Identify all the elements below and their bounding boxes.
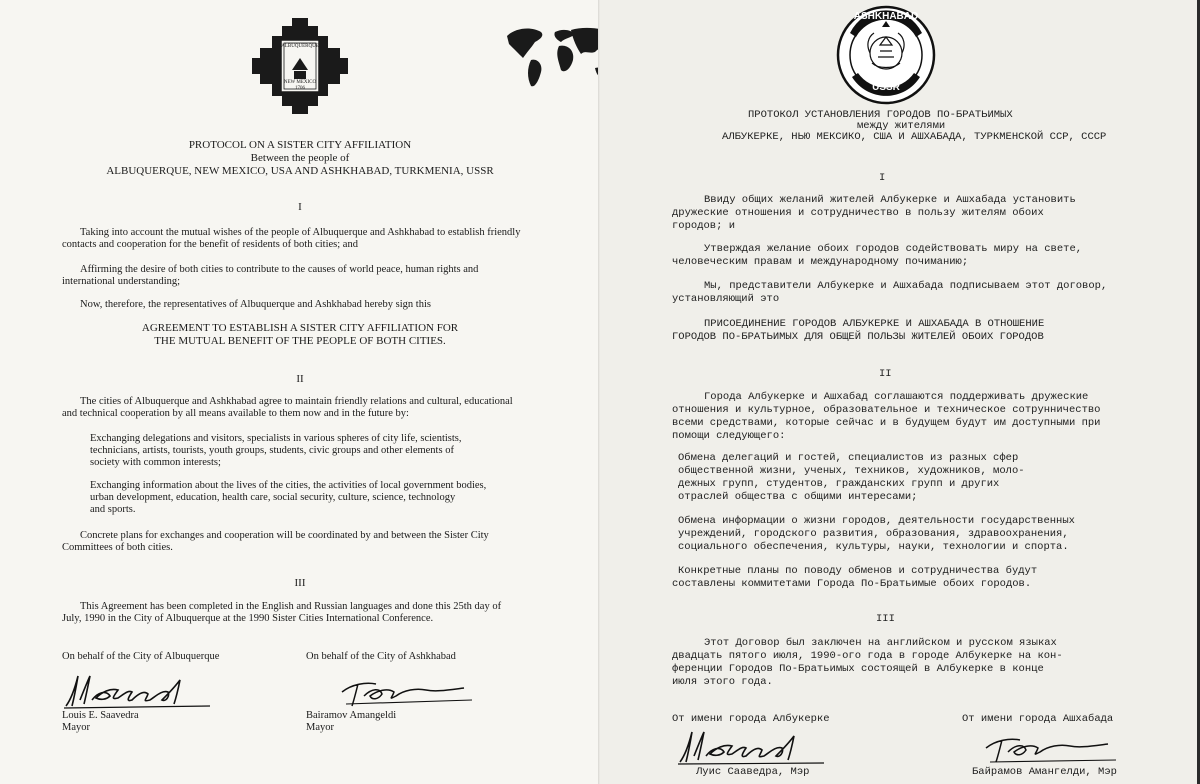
english-para6-line1: This Agreement has been completed in the English and Russian languages and done this 25th day of: [80, 601, 502, 612]
russian-para3-line1: Мы, представители Албукерке и Ашхабада подписываем этот договор,: [704, 280, 1108, 292]
russian-para4-line1: Города Албукерке и Ашхабад соглашаются поддерживать дружеские: [704, 391, 1089, 403]
russian-section-iii: III: [876, 613, 895, 625]
russian-para1-line3: городов; и: [672, 220, 736, 232]
english-para4-line1: The cities of Albuquerque and Ashkhabad agree to maintain friendly relations and cultural, educational: [80, 396, 513, 407]
english-agreement-line1: AGREEMENT TO ESTABLISH A SISTER CITY AFFILIATION FOR: [141, 322, 459, 334]
ashkhabad-seal-top-text: ASHKHABAD: [853, 11, 919, 22]
russian-bullet2-line3: социального обеспечения, культуры, науки, технологии и спорта.: [678, 541, 1069, 553]
russian-para1-line1: Ввиду общих желаний жителей Албукерке и Ашхабада установить: [704, 194, 1076, 206]
english-parties: ALBUQUERQUE, NEW MEXICO, USA AND ASHKHABAD, TURKMENIA, USSR: [106, 165, 494, 177]
english-section-ii: II: [296, 373, 304, 385]
english-signatory1-role: Mayor: [62, 722, 90, 733]
russian-para5-line1: Конкретные планы по поводу обменов и сотрудничества будут: [678, 565, 1038, 577]
english-agreement-line2: THE MUTUAL BENEFIT OF THE PEOPLE OF BOTH CITIES.: [154, 335, 446, 347]
russian-signatory2: Байрамов Амангелди, Мэр: [972, 766, 1117, 778]
english-bullet1-line3: society with common interests;: [90, 457, 221, 468]
russian-section-i: I: [879, 172, 886, 184]
russian-behalf-ashkhabad: От имени города Ашхабада: [962, 713, 1114, 725]
amangeldi-signature-ru: [980, 732, 1120, 766]
english-bullet2-line2: urban development, education, health care, social security, culture, science, technology: [90, 492, 456, 503]
english-para1-line1: Taking into account the mutual wishes of the people of Albuquerque and Ashkhabad to establish friendly: [80, 227, 521, 238]
english-subtitle: Between the people of: [250, 152, 350, 164]
seal-text-bottom: NEW MEXICO: [283, 80, 317, 85]
russian-para5-line2: составлены коммитетами Города По-Братьимые обоих городов.: [672, 578, 1032, 590]
english-section-iii: III: [294, 577, 306, 589]
russian-signatory1: Луис Сааведра, Мэр: [696, 766, 810, 778]
russian-para6-line4: июля этого года.: [672, 676, 773, 688]
english-para4-line2: and technical cooperation by all means available to them now and in the future by:: [62, 408, 409, 419]
russian-para3-line2: установляющий это: [672, 293, 780, 305]
english-signatory2-name: Bairamov Amangeldi: [306, 710, 397, 721]
english-bullet2-line3: and sports.: [90, 504, 136, 515]
russian-subtitle: между жителями: [857, 120, 946, 132]
russian-para1-line2: дружеские отношения и сотрудничество в пользу жителям обоих: [672, 207, 1044, 219]
english-behalf-ashkhabad: On behalf of the City of Ashkhabad: [306, 651, 456, 662]
russian-para6-line1: Этот Договор был заключен на английском и русском языках: [704, 637, 1057, 649]
russian-para4-line4: помощи следующего:: [672, 430, 786, 442]
russian-parties: АЛБУКЕРКЕ, НЬЮ МЕКСИКО, США И АШХАБАДА, ТУРКМЕНСКОЙ ССР, СССР: [722, 131, 1107, 143]
english-para2-line2: international understanding;: [62, 276, 181, 287]
english-title: PROTOCOL ON A SISTER CITY AFFILIATION: [188, 139, 412, 151]
russian-bullet2-line2: учреждений, городского развития, образования, здравоохранения,: [678, 528, 1069, 540]
english-bullet1-line1: Exchanging delegations and visitors, specialists in various spheres of city life, scientists,: [90, 433, 462, 444]
russian-bullet1-line3: дежных групп, студентов, гражданских групп и других: [678, 478, 1000, 490]
english-para6-line2: July, 1990 in the City of Albuquerque at the 1990 Sister Cities International Conference.: [62, 613, 434, 624]
russian-title: ПРОТОКОЛ УСТАНОВЛЕНИЯ ГОРОДОВ ПО-БРАТЬИМЫХ: [748, 109, 1013, 121]
russian-bullet1-line4: отраслей общества с общими интересами;: [678, 491, 918, 503]
seal-text-top: ALBUQUERQUE: [281, 44, 319, 49]
russian-para4-line2: отношения и культурное, образовательное и техническое сотрунничество: [672, 404, 1101, 416]
english-behalf-albuquerque: On behalf of the City of Albuquerque: [62, 651, 220, 662]
russian-para2-line2: человеческим правам и международному почиманию;: [672, 256, 969, 268]
russian-bullet1-line1: Обмена делегаций и гостей, специалистов из разных сфер: [678, 452, 1019, 464]
saavedra-signature-ru: [676, 726, 826, 766]
english-section-i: I: [298, 201, 302, 213]
amangeldi-signature-en: [336, 676, 476, 710]
russian-para6-line2: двадцать пятого июля, 1990-ого года в городе Албукерке на кон-: [672, 650, 1063, 662]
russian-agreement-line1: ПРИСОЕДИНЕНИЕ ГОРОДОВ АЛБУКЕРКЕ И АШХАБАДА В ОТНОШЕНИЕ: [704, 318, 1045, 330]
english-signatory2-role: Mayor: [306, 722, 334, 733]
russian-para2-line1: Утверждая желание обоих городов содействовать миру на свете,: [704, 243, 1083, 255]
russian-bullet1-line2: общественной жизни, ученых, техников, художников, моло-: [678, 465, 1025, 477]
russian-para4-line3: всеми средствами, которые сейчас и в будущем будут им доступными при: [672, 417, 1101, 429]
russian-para6-line3: ференции Городов По-Братьимых состоящей в Албукерке в конце: [672, 663, 1044, 675]
english-para5-line2: Committees of both cities.: [62, 542, 173, 553]
english-para1-line2: contacts and cooperation for the benefit of residents of both cities; and: [62, 239, 358, 250]
ashkhabad-seal-bottom-text: USSR: [872, 82, 900, 93]
english-bullet1-line2: technicians, artists, tourists, youth groups, students, civic groups and other elements of: [90, 445, 454, 456]
english-signatory1-name: Louis E. Saavedra: [62, 710, 139, 721]
russian-page: [600, 0, 1200, 784]
english-bullet2-line1: Exchanging information about the lives of the cities, the activities of local government bodies,: [90, 480, 487, 491]
english-para3: Now, therefore, the representatives of Albuquerque and Ashkhabad hereby sign this: [80, 299, 431, 310]
english-para2-line1: Affirming the desire of both cities to contribute to the causes of world peace, human rights and: [80, 264, 479, 275]
russian-section-ii: II: [879, 368, 892, 380]
russian-behalf-albuquerque: От имени города Албукерке: [672, 713, 830, 725]
russian-bullet2-line1: Обмена информации о жизни городов, деятельности государственных: [678, 515, 1075, 527]
albuquerque-seal-logo: [252, 18, 348, 114]
saavedra-signature: [62, 670, 212, 710]
seal-text-year: 1706: [295, 86, 305, 91]
english-para5-line1: Concrete plans for exchanges and cooperation will be coordinated by and between the Sister City: [80, 530, 489, 541]
russian-agreement-line2: ГОРОДОВ ПО-БРАТЬИМЫХ ДЛЯ ОБЩЕЙ ПОЛЬЗЫ ЖИТЕЛЕЙ ОБОИХ ГОРОДОВ: [672, 331, 1044, 343]
